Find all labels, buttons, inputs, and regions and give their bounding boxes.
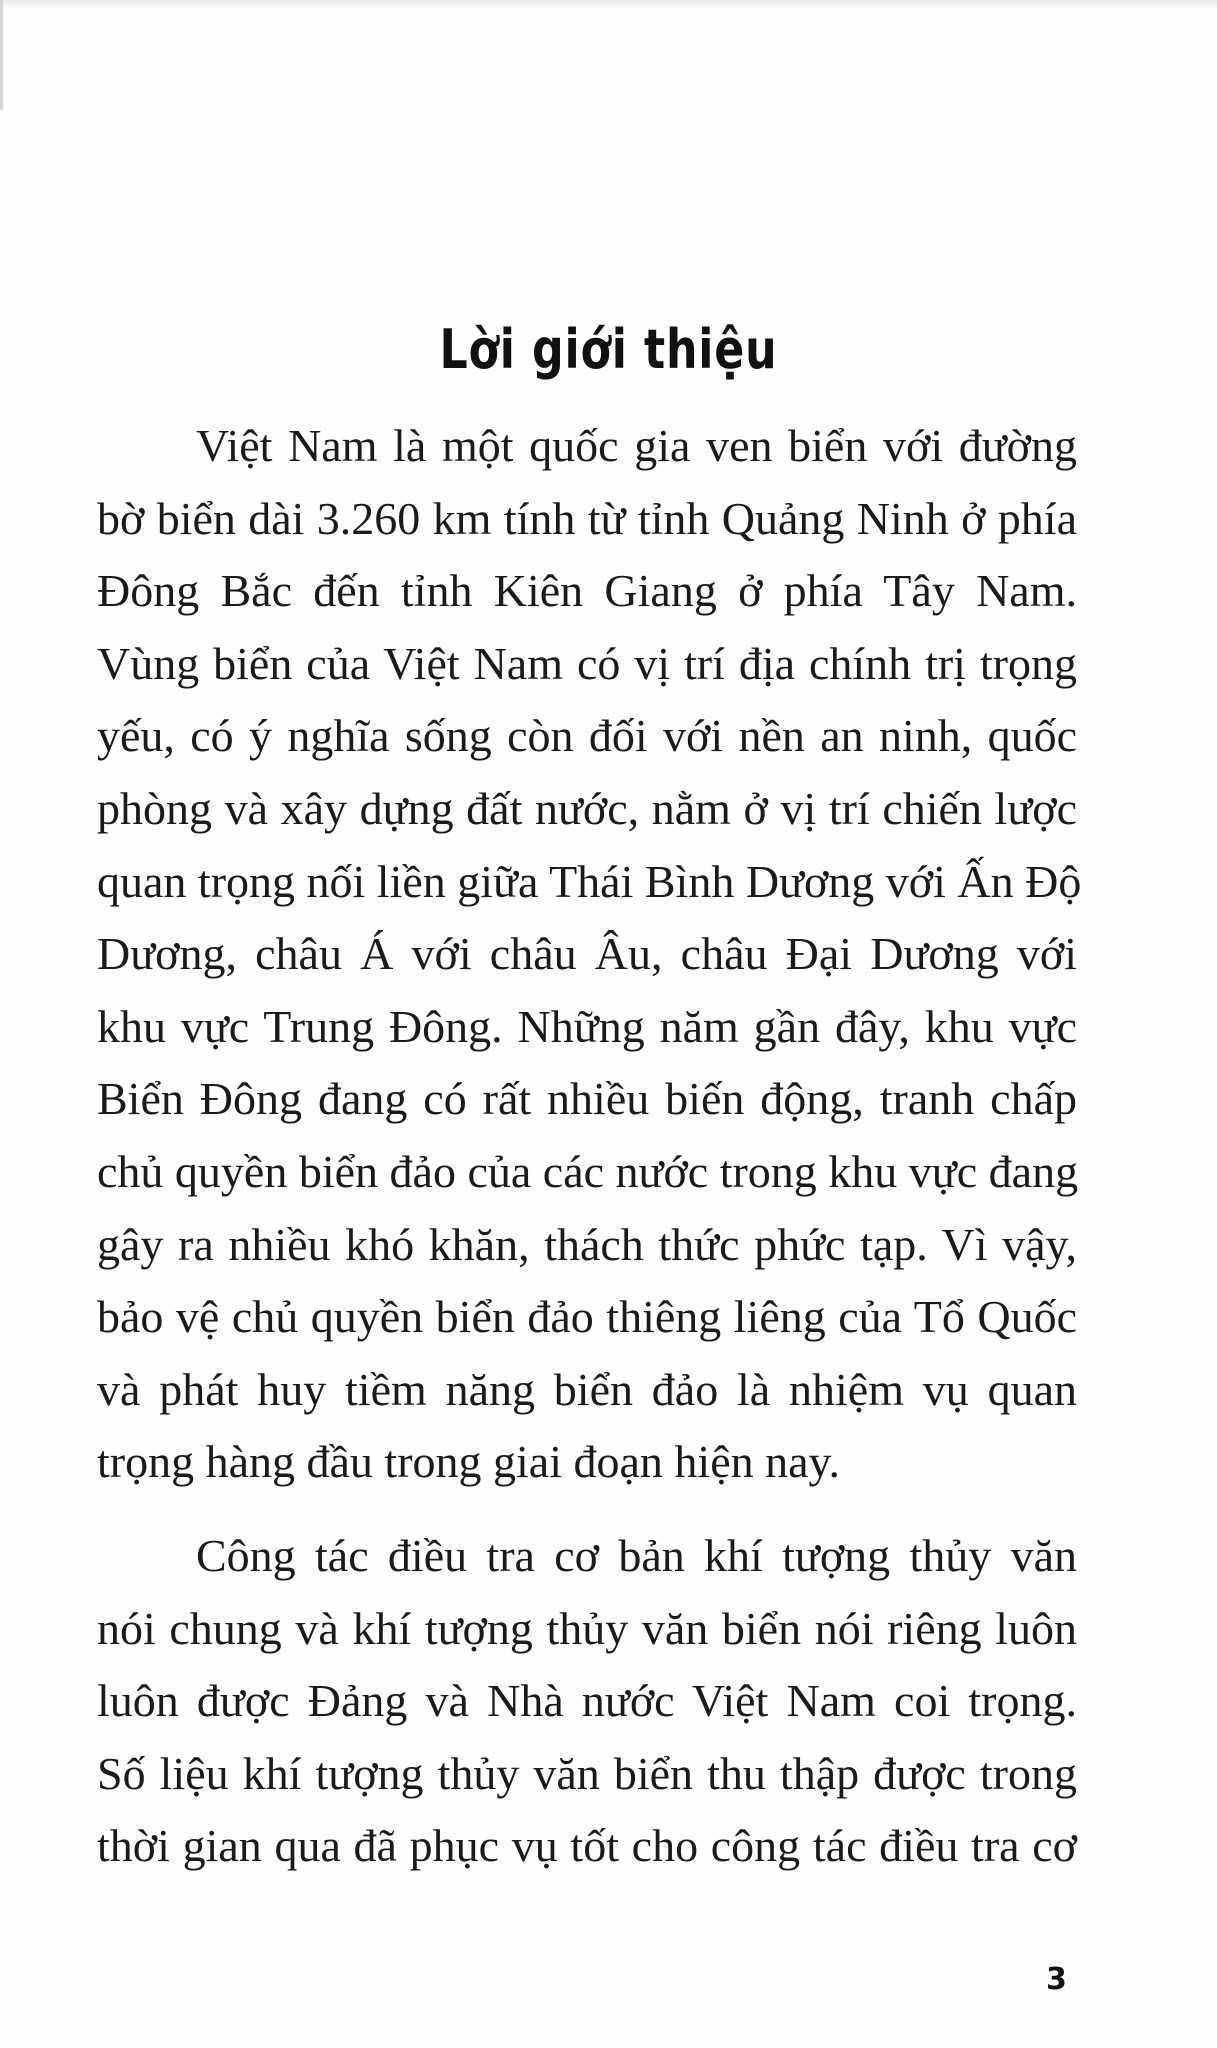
text-line: Dương, châu Á với châu Âu, châu Đại Dương với	[97, 928, 1077, 980]
text-line: Công tác điều tra cơ bản khí tượng thủy văn	[196, 1529, 1077, 1581]
paragraph-1	[97, 410, 1082, 1499]
text-line: trọng hàng đầu trong giai đoạn hiện nay.	[97, 1436, 841, 1488]
text-line: chủ quyền biển đảo của các nước trong khu vực đang	[97, 1145, 1079, 1197]
text-line: và phát huy tiềm năng biển đảo là nhiệm vụ quan	[97, 1363, 1077, 1415]
body-text	[97, 410, 1082, 1883]
scan-edge-left	[0, 0, 3, 110]
paragraph-2	[97, 1520, 1077, 1883]
text-line: luôn được Đảng và Nhà nước Việt Nam coi trọng.	[97, 1675, 1077, 1727]
scan-edge-top	[0, 0, 1217, 10]
text-line: khu vực Trung Đông. Những năm gần đây, khu vực	[97, 1000, 1077, 1052]
text-line: phòng và xây dựng đất nước, nằm ở vị trí chiến lược	[97, 782, 1077, 834]
text-line: thời gian qua đã phục vụ tốt cho công tác điều tra cơ	[97, 1820, 1077, 1872]
page-title: Lời giới thiệu	[439, 318, 778, 381]
text-line: yếu, có ý nghĩa sống còn đối với nền an ninh, quốc	[97, 710, 1077, 762]
text-line: gây ra nhiều khó khăn, thách thức phức tạp. Vì vậy,	[97, 1218, 1077, 1270]
text-line: quan trọng nối liền giữa Thái Bình Dương với Ấn Độ	[97, 855, 1082, 907]
text-line: Đông Bắc đến tỉnh Kiên Giang ở phía Tây Nam.	[97, 565, 1077, 617]
text-line: bờ biển dài 3.260 km tính từ tỉnh Quảng Ninh ở phía	[97, 492, 1077, 544]
text-line: Số liệu khí tượng thủy văn biển thu thập được trong	[97, 1747, 1077, 1799]
text-line: Vùng biển của Việt Nam có vị trí địa chính trị trọng	[97, 637, 1077, 689]
page-number: 3	[1046, 1962, 1067, 1997]
text-line: Biển Đông đang có rất nhiều biến động, tranh chấp	[97, 1073, 1077, 1125]
text-line: bảo vệ chủ quyền biển đảo thiêng liêng của Tổ Quốc	[97, 1291, 1077, 1343]
text-line: nói chung và khí tượng thủy văn biển nói riêng luôn	[97, 1602, 1077, 1654]
text-line: Việt Nam là một quốc gia ven biển với đường	[196, 420, 1077, 471]
